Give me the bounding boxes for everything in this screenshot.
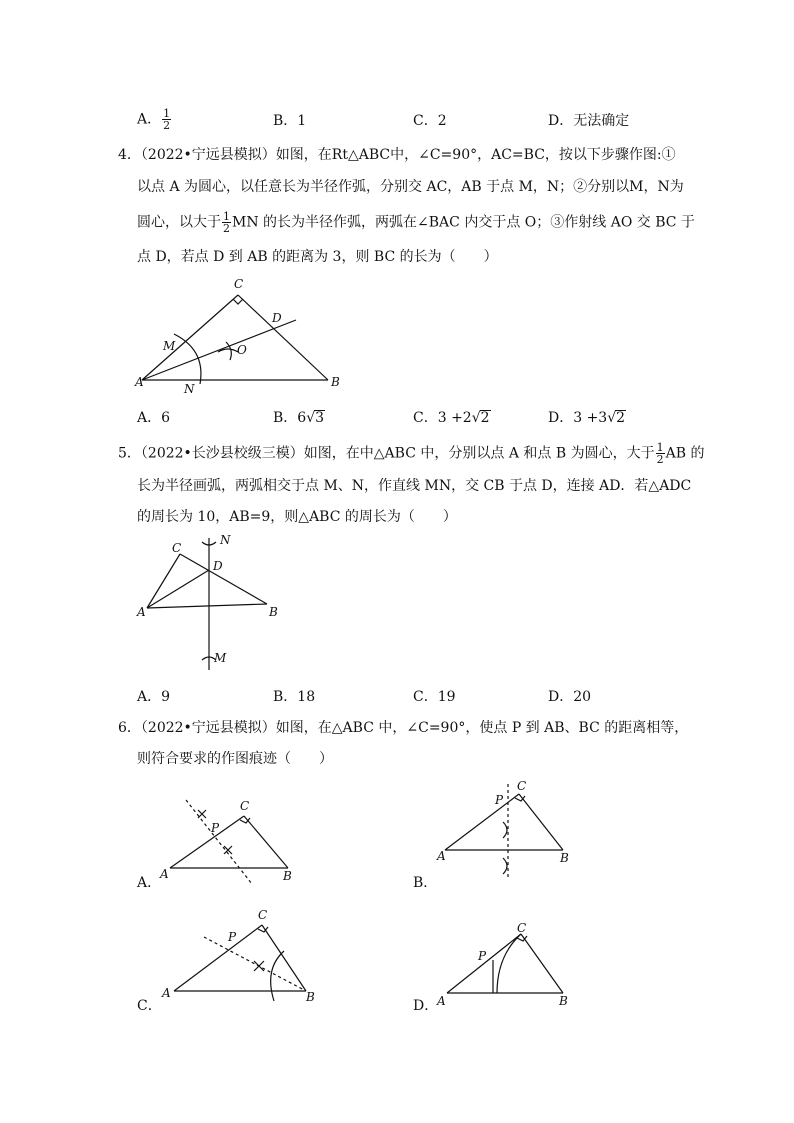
q4-rt: Rt△ABC <box>331 147 391 163</box>
q4-stem-line4: 点 D，若点 D 到 AB 的距离为 3，则 BC 的长为（ ） <box>137 249 498 265</box>
segment-ad <box>147 570 209 608</box>
q4-option-b-radicand: 3 <box>315 410 325 426</box>
q4-line1-a: 4．（2022•宁远县模拟）如图，在 <box>118 147 332 163</box>
fraction-denominator: 2 <box>223 222 230 235</box>
segment-ac <box>142 295 238 380</box>
sqrt-symbol: √ <box>471 410 481 426</box>
fraction-numerator: 1 <box>223 210 230 223</box>
q6-option-c[interactable]: C． <box>137 998 162 1014</box>
label-a: A <box>437 994 446 1008</box>
label-o: O <box>237 343 247 357</box>
label-p: P <box>495 793 504 807</box>
label-n: N <box>220 533 231 547</box>
q3-option-a-fraction <box>162 108 171 131</box>
label-d: D <box>213 559 223 573</box>
label-c: C <box>517 921 527 935</box>
label-a: A <box>437 849 446 863</box>
label-a: A <box>162 986 171 1000</box>
q5-half-fraction <box>656 442 665 465</box>
arc-mark-cross <box>254 961 264 971</box>
segment-cb <box>244 816 288 868</box>
q6-option-b[interactable]: B． <box>413 875 438 891</box>
label-b: B <box>269 605 278 619</box>
arc-mark-top <box>198 810 206 818</box>
label-p: P <box>478 949 487 963</box>
segment-cb <box>519 794 563 850</box>
q6-option-d[interactable]: D． <box>413 998 439 1014</box>
q5-figure <box>132 532 292 677</box>
label-b: B <box>560 851 569 865</box>
label-a: A <box>135 375 144 389</box>
q5-stem-line2: 长为半径画弧，两弧相交于点 M、N，作直线 MN，交 CB 于点 D，连接 AD．若△ADC <box>137 478 692 494</box>
sqrt-symbol: √ <box>607 410 617 426</box>
q6-figure-a <box>158 796 298 886</box>
label-d: D <box>272 311 282 325</box>
q4-option-d[interactable] <box>548 407 626 427</box>
label-c: C <box>172 541 182 555</box>
q4-line3-b: MN 的长为半径作弧，两弧在∠BAC 内交于点 O； <box>232 214 551 231</box>
fraction-numerator: 1 <box>163 107 171 120</box>
q4-half-fraction <box>222 211 231 234</box>
sqrt-symbol: √ <box>306 410 316 426</box>
q4-stem-line2 <box>137 178 684 196</box>
label-c: C <box>240 799 250 813</box>
right-angle-mark <box>233 299 243 304</box>
segment-ab <box>147 604 267 608</box>
q4-option-b[interactable] <box>273 407 325 427</box>
q4-line3-c: 作射线 AO 交 BC 于 <box>564 214 695 231</box>
segment-cb <box>262 925 306 991</box>
q4-option-c-text: C．3 +2 <box>413 410 472 426</box>
fraction-denominator: 2 <box>656 453 664 466</box>
label-p: P <box>211 821 220 835</box>
q4-line1-b: 中，∠C=90°，AC=BC，按以下步骤作图: <box>390 147 662 163</box>
segment-ac <box>174 925 262 991</box>
q6-figure-d <box>433 920 578 1010</box>
q4-figure <box>130 272 350 397</box>
label-c: C <box>517 779 527 793</box>
label-p: P <box>228 930 237 944</box>
label-a: A <box>137 605 146 619</box>
dashed-bisector <box>204 937 306 991</box>
q4-option-d-text: D．3 +3 <box>548 410 608 426</box>
q6-stem-line1: 6．（2022•宁远县模拟）如图，在△ABC 中，∠C=90°，使点 P 到 AB、BC 的距离相等， <box>118 720 689 736</box>
q3-option-d[interactable]: D．无法确定 <box>548 113 630 129</box>
q6-option-a[interactable]: A． <box>137 875 162 891</box>
q4-line2: 以点 A 为圆心，以任意长为半径作弧，分别交 AC，AB 于点 M，N； <box>137 179 574 195</box>
segment-ac <box>170 816 244 868</box>
q5-option-a[interactable]: A．9 <box>137 689 171 705</box>
q4-step3-marker: ③ <box>550 214 565 231</box>
arc-mark-low <box>503 858 507 874</box>
q4-option-b-text: B．6 <box>273 410 307 426</box>
label-b: B <box>283 869 292 883</box>
q6-figure-b <box>433 778 578 883</box>
q4-step1-marker: ① <box>661 147 676 163</box>
q3-option-c[interactable]: C．2 <box>413 113 447 129</box>
arc-o-1 <box>226 342 231 360</box>
q4-line3-a: 圆心，以大于 <box>137 214 221 231</box>
q4-option-a[interactable]: A．6 <box>137 410 171 426</box>
q5-option-d[interactable]: D．20 <box>548 689 592 705</box>
q4-stem-line3 <box>137 211 695 234</box>
q6-stem-line2: 则符合要求的作图痕迹（ ） <box>137 751 333 767</box>
right-angle-mark <box>240 818 250 823</box>
q5-stem-line1 <box>118 442 704 465</box>
label-b: B <box>306 990 315 1004</box>
label-b: B <box>331 375 340 389</box>
q5-option-b[interactable]: B．18 <box>273 689 316 705</box>
q4-option-c[interactable] <box>413 407 491 427</box>
segment-cb <box>180 554 267 604</box>
fraction-numerator: 1 <box>656 441 664 454</box>
q6-figure-c <box>158 907 328 1007</box>
q4-stem-line1 <box>118 146 676 164</box>
arc-mark-mid <box>503 822 507 838</box>
label-m: M <box>214 651 227 665</box>
arc-large <box>271 951 284 1001</box>
q3-option-b[interactable]: B．1 <box>273 113 307 129</box>
segment-ac <box>147 554 180 608</box>
label-m: M <box>163 339 176 353</box>
q4-line2-end: 分别以M，N为 <box>587 179 684 195</box>
q4-option-c-radicand: 2 <box>480 410 490 426</box>
label-n: N <box>184 382 195 396</box>
q5-line1-b: AB 的 <box>665 445 705 462</box>
label-b: B <box>559 994 568 1008</box>
segment-ac <box>447 934 521 993</box>
label-c: C <box>234 277 244 291</box>
q5-option-c[interactable]: C．19 <box>413 689 456 705</box>
q3-option-a[interactable] <box>137 108 172 131</box>
fraction-denominator: 2 <box>163 119 171 132</box>
q4-step2-marker: ② <box>573 179 588 195</box>
label-a: A <box>160 867 169 881</box>
segment-cb <box>521 934 563 993</box>
q5-stem-line3: 的周长为 10，AB=9，则△ABC 的周长为（ ） <box>137 509 457 525</box>
q5-line1-a: 5．（2022•长沙县校级三模）如图，在中△ABC 中，分别以点 A 和点 B 为圆心，大于 <box>118 445 655 462</box>
q3-option-a-label: A． <box>137 111 162 128</box>
label-c: C <box>258 908 268 922</box>
q4-option-d-radicand: 2 <box>616 410 626 426</box>
